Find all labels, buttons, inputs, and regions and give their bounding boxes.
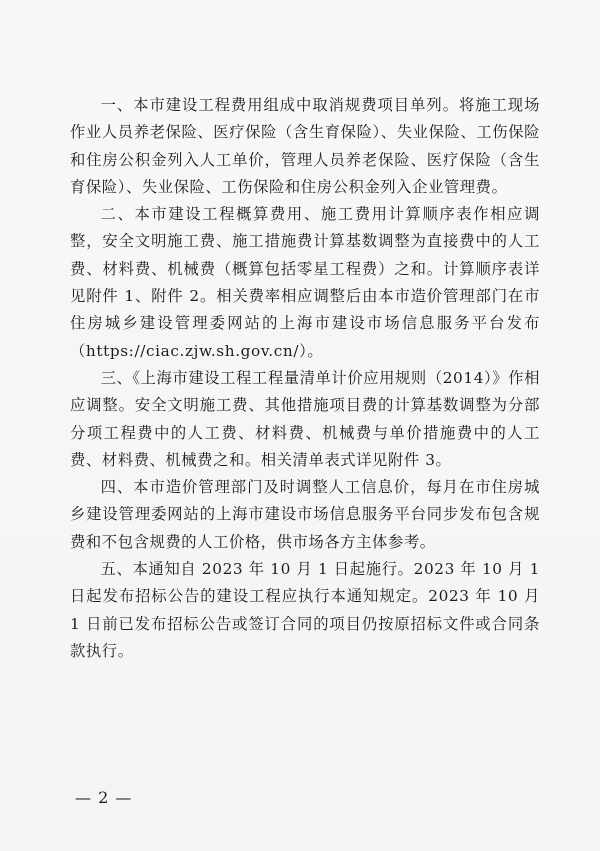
paragraph-5: 五、本通知自 2023 年 10 月 1 日起施行。2023 年 10 月 1 日起发布招标公告的建设工程应执行本通知规定。2023 年 10 月 1 日前已发布招标公告或签订合同的项目仍按原招标文件或合同条款执行。 (70, 560, 540, 660)
paragraph-1: 一、本市建设工程费用组成中取消规费项目单列。将施工现场作业人员养老保险、医疗保险（含生育保险）、失业保险、工伤保险和住房公积金列入人工单价，管理人员养老保险、医疗保险（含生育保险）、失业保险、工伤保险和住房公积金列入企业管理费。 (70, 96, 540, 196)
paragraph-4: 四、本市造价管理部门及时调整人工信息价，每月在市住房城乡建设管理委网站的上海市建设市场信息服务平台同步发布包含规费和不包含规费的人工价格，供市场各方主体参考。 (70, 478, 540, 551)
document-body (70, 92, 540, 665)
page-number: — 2 — (75, 788, 133, 807)
paragraph-2: 二、本市建设工程概算费用、施工费用计算顺序表作相应调整，安全文明施工费、施工措施费计算基数调整为直接费中的人工费、材料费、机械费（概算包括零星工程费）之和。计算顺序表详见附件 1、附件 2。相关费率相应调整后由本市造价管理部门在市住房城乡建设管理委网站的上海市建设市场信息服务平台发布（https://ciac.zjw.sh.gov.cn/）。 (70, 205, 540, 360)
paragraph-3: 三、《上海市建设工程工程量清单计价应用规则（2014）》作相应调整。安全文明施工费、其他措施项目费的计算基数调整为分部分项工程费中的人工费、材料费、机械费与单价措施费中的人工费、材料费、机械费之和。相关清单表式详见附件 3。 (70, 368, 540, 469)
